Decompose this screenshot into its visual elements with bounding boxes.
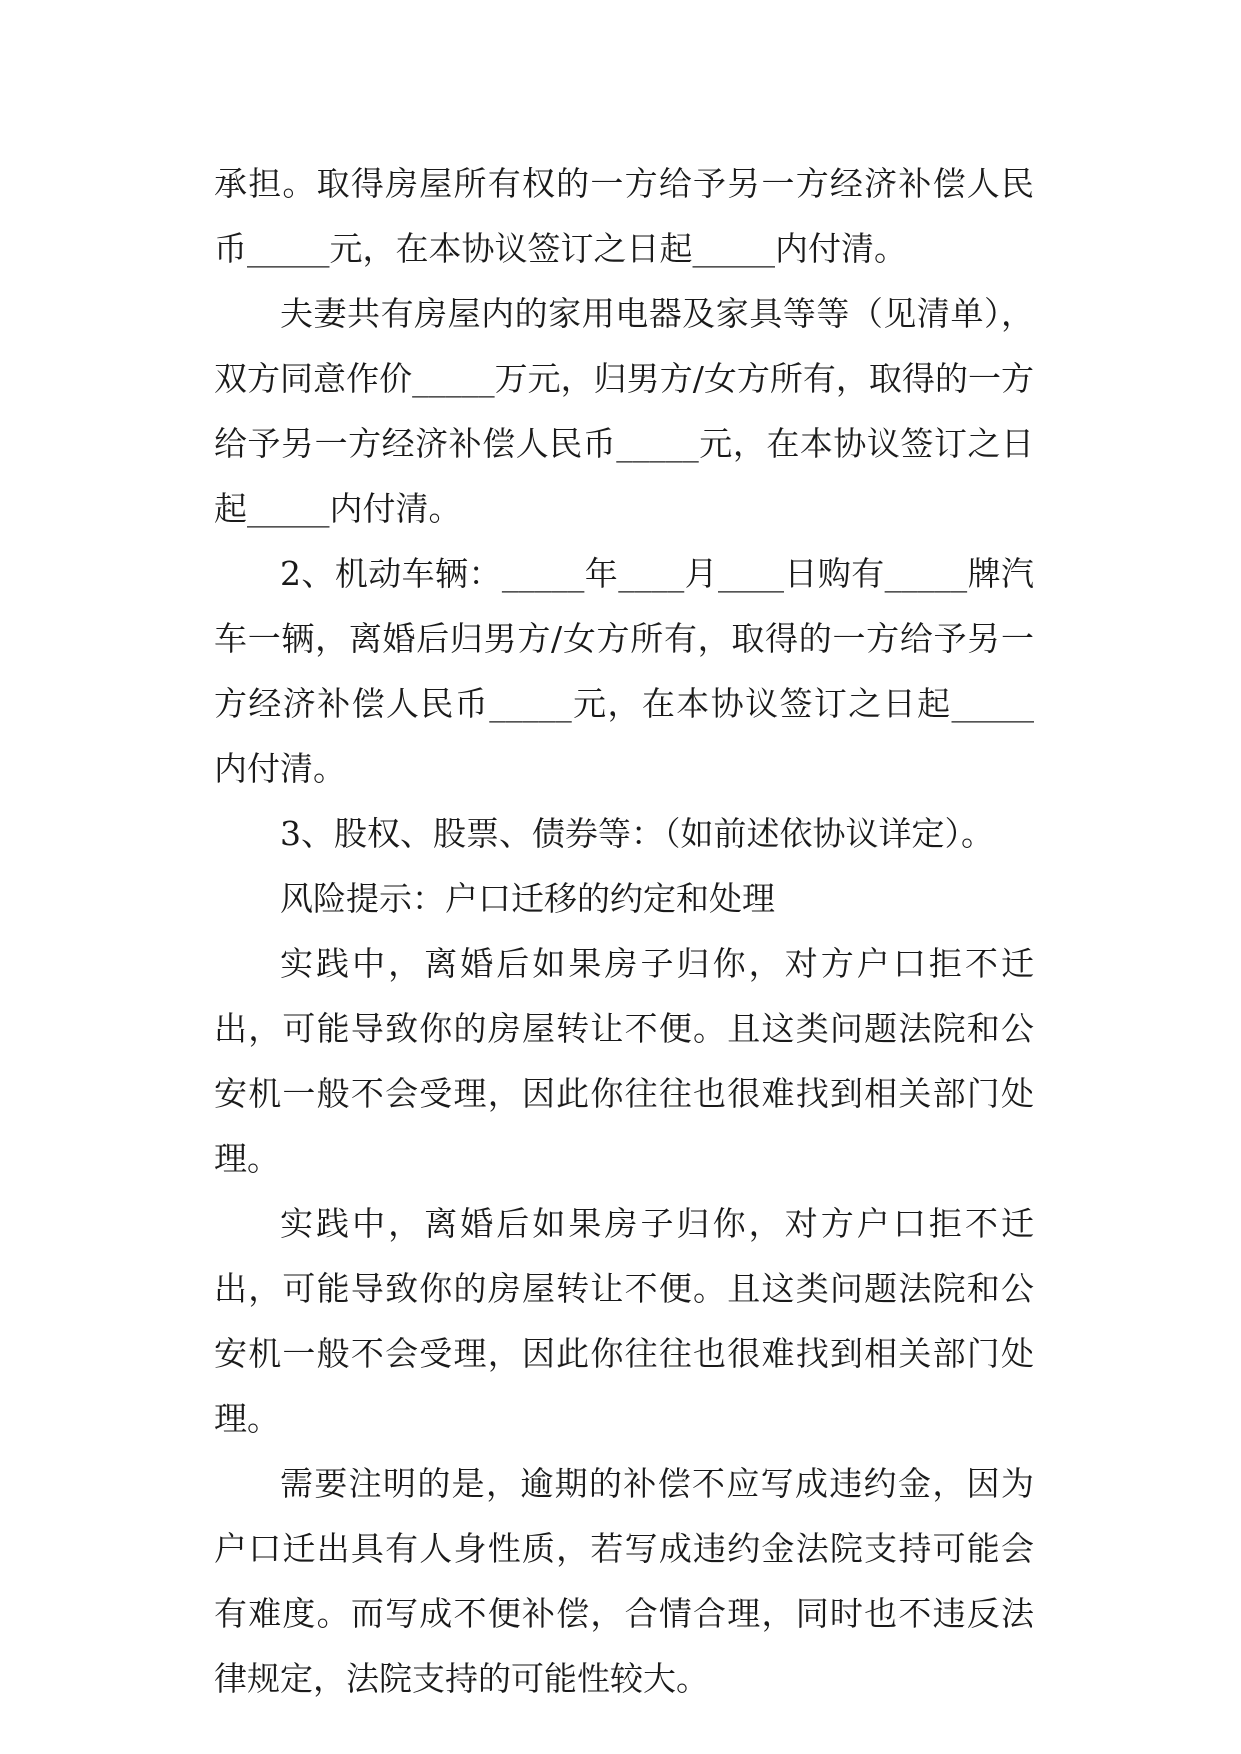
paragraph-compensation-note: 需要注明的是，逾期的补偿不应写成违约金，因为户口迁出具有人身性质，若写成违约金法院支持可能会有难度。而写成不便补偿，合情合理，同时也不违反法律规定，法院支持的可能性较大。 <box>214 1464 1034 1698</box>
document-body <box>214 151 1034 1711</box>
paragraph-practice-1: 实践中，离婚后如果房子归你，对方户口拒不迁出，可能导致你的房屋转让不便。且这类问题法院和公安机一般不会受理，因此你往往也很难找到相关部门处理。 <box>214 944 1034 1178</box>
paragraph-risk-heading: 风险提示：户口迁移的约定和处理 <box>280 879 775 918</box>
paragraph-practice-2: 实践中，离婚后如果房子归你，对方户口拒不迁出，可能导致你的房屋转让不便。且这类问题法院和公安机一般不会受理，因此你往往也很难找到相关部门处理。 <box>214 1204 1034 1438</box>
paragraph-motor-vehicle: 2、机动车辆：_____年____月____日购有_____牌汽车一辆，离婚后归男方/女方所有，取得的一方给予另一方经济补偿人民币_____元，在本协议签订之日起_____内付清。 <box>214 554 1034 788</box>
paragraph-house-compensation: 承担。取得房屋所有权的一方给予另一方经济补偿人民币_____元，在本协议签订之日起_____内付清。 <box>214 164 1034 268</box>
paragraph-equity-stocks: 3、股权、股票、债券等：（如前述依协议详定）。 <box>280 814 994 853</box>
paragraph-furniture-appliances: 夫妻共有房屋内的家用电器及家具等等（见清单），双方同意作价_____万元，归男方/女方所有，取得的一方给予另一方经济补偿人民币_____元，在本协议签订之日起_____内付清。 <box>214 294 1034 528</box>
